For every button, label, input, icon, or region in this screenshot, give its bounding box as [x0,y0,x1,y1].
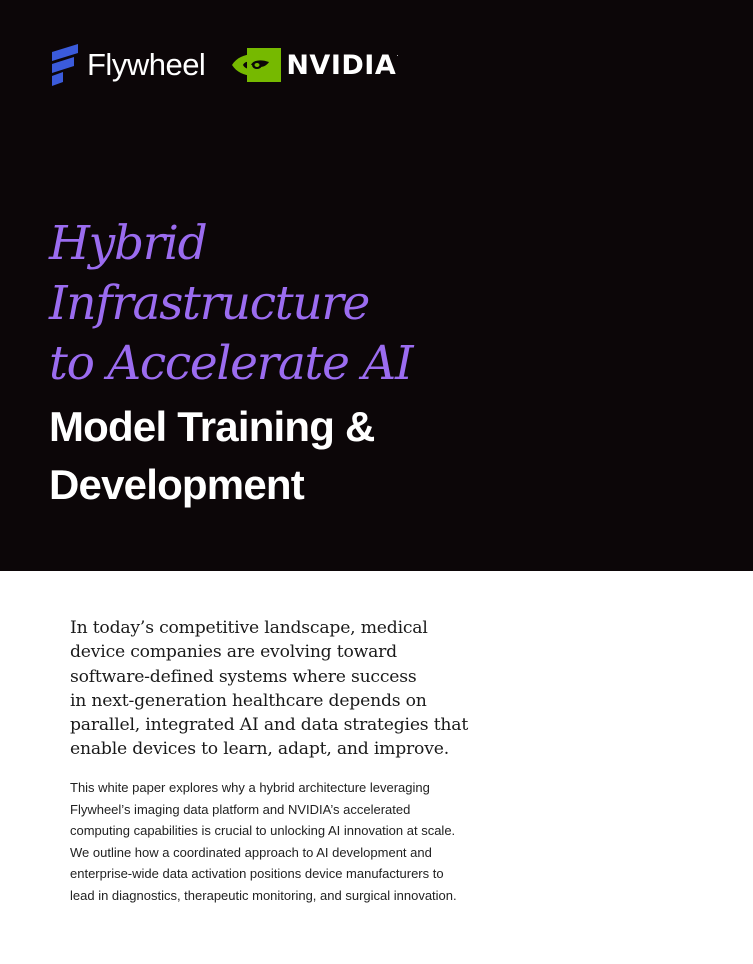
title-italic-line: Hybrid [49,216,207,271]
lead-line: software-defined systems where success [70,666,417,687]
lead-line: parallel, integrated AI and data strategies that [70,715,469,736]
title-bold [49,398,375,514]
title-bold-line: Development [49,461,304,508]
body-line: lead in diagnostics, therapeutic monitoring, and surgical innovation. [70,887,457,903]
flywheel-logo [50,44,205,86]
logo-bar [50,44,399,86]
lead-paragraph [70,616,510,762]
title-bold-line: Model Training & [49,403,375,450]
flywheel-mark-icon [50,44,80,86]
title-italic [49,214,412,394]
lead-line: enable devices to learn, adapt, and improve. [70,739,449,760]
lead-line: device companies are evolving toward [70,642,397,663]
title-italic-line: Infrastructure [49,276,370,331]
body-line: This white paper explores why a hybrid architecture leveraging [70,780,430,795]
nvidia-eye-icon [231,48,281,82]
lead-line: In today’s competitive landscape, medical [70,618,428,638]
flywheel-logo-text: Flywheel [87,47,206,82]
body-line: Flywheel’s imaging data platform and NVIDIA’s accelerated [70,801,411,817]
body-line: enterprise-wide data activation positions device manufacturers to [70,866,444,881]
body-line: computing capabilities is crucial to unlocking AI innovation at scale. [70,823,456,838]
body-line: We outline how a coordinated approach to AI development and [70,844,432,860]
nvidia-logo [231,48,399,82]
lead-line: in next-generation healthcare depends on [70,690,427,711]
nvidia-logo-text: NVIDIA. [286,49,399,81]
title-italic-line: to Accelerate AI [49,336,413,391]
body-paragraph [70,777,510,906]
